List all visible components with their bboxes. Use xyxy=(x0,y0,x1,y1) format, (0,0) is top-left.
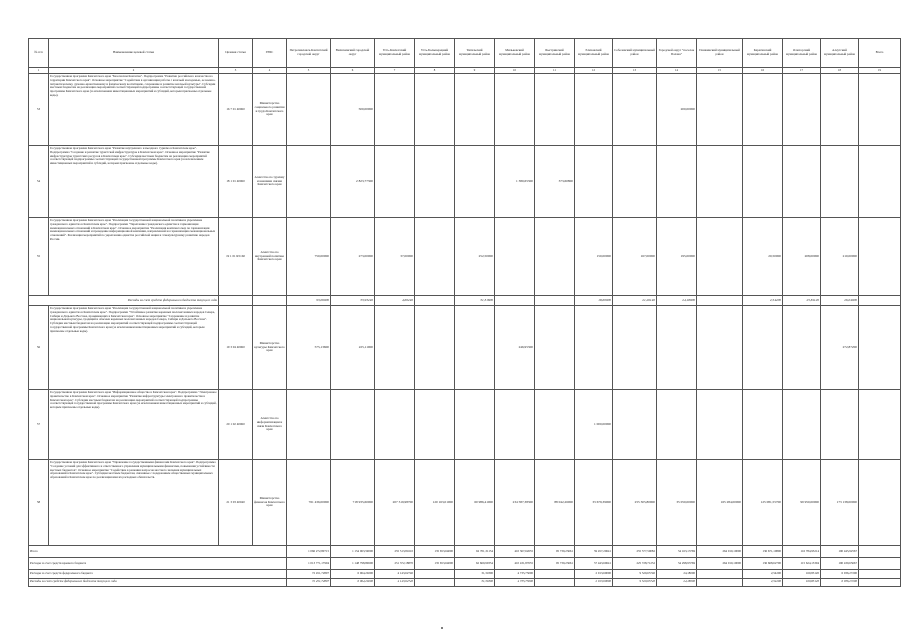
value-cell: 761 436,00000 xyxy=(287,460,331,546)
totals-value: 255 513,81610 xyxy=(375,546,415,558)
value-cell xyxy=(415,390,455,460)
target-code: 19 1 01 R5160 xyxy=(219,218,253,296)
row-description: Государственная программа Камчатского края "Управление государственными финансами Камчатского края". Подпрограмма "Создание условий для эффективного и ответственного управления муниципальными финансами, повышения устойчивости местных бюджетов". Основное мероприятие "Содействие в решении вопросов местного значения муниципальных образований в Камчатском крае". Субсидии местным бюджетам, связанные с подержанием общественных муниципальных образований в Камчатском крае по реализации ими их расходных обязательств. xyxy=(49,460,219,546)
row-number: 57 xyxy=(29,390,49,460)
column-header: Усть-Камчатский муниципальный район xyxy=(375,39,415,68)
column-number: 9 xyxy=(455,68,495,74)
totals-value xyxy=(859,558,901,570)
value-cell: 2,54200 xyxy=(743,296,783,306)
target-code: 20 1 02 40060 xyxy=(219,390,253,460)
value-cell xyxy=(415,218,455,296)
value-cell: 200,00000 xyxy=(657,74,697,146)
column-number: 18 xyxy=(821,68,859,74)
totals-value xyxy=(415,570,455,578)
value-cell: 18,60000 xyxy=(575,296,613,306)
value-cell xyxy=(535,390,575,460)
value-cell: 93,06000 xyxy=(287,296,331,306)
value-cell xyxy=(495,74,535,146)
totals-value: 4 143,62740 xyxy=(375,570,415,578)
column-number: 13 xyxy=(613,68,657,74)
value-cell xyxy=(697,390,743,460)
value-cell: 4,60240 xyxy=(375,296,415,306)
value-cell: 718 935,60000 xyxy=(331,460,375,546)
value-cell: 195,00000 xyxy=(657,218,697,296)
grbs-name: Агентство по информатизации и связи Камчатского края xyxy=(253,390,287,460)
value-cell xyxy=(375,390,415,460)
value-cell: 150,00000 xyxy=(575,218,613,296)
totals-value xyxy=(415,578,455,586)
value-cell xyxy=(657,390,697,460)
column-header: Мильковский муниципальный район xyxy=(495,39,535,68)
table-cell xyxy=(219,296,253,306)
value-cell xyxy=(535,74,575,146)
totals-row xyxy=(29,578,901,586)
value-cell xyxy=(287,74,331,146)
row-number: 58 xyxy=(29,460,49,546)
totals-value: 251 372,18870 xyxy=(375,558,415,570)
totals-value: 54 298,93769 xyxy=(657,558,697,570)
value-cell: 24,18000 xyxy=(657,296,697,306)
totals-value: 4 735,75000 xyxy=(495,570,535,578)
totals-value: 72 451,72807 xyxy=(287,570,331,578)
totals-value: 31,31800 xyxy=(455,570,495,578)
totals-value: 62 669,99354 xyxy=(455,558,495,570)
column-number: 12 xyxy=(575,68,613,74)
row-label: Расходы за счет средств федерального бюджета текущего года xyxy=(29,296,219,306)
value-cell xyxy=(455,74,495,146)
value-cell: 31,31800 xyxy=(455,296,495,306)
value-cell: 255 305,80900 xyxy=(613,460,657,546)
value-cell xyxy=(697,218,743,296)
value-cell xyxy=(821,146,859,218)
table-row xyxy=(29,390,901,460)
value-cell: 33 679,39000 xyxy=(575,460,613,546)
totals-value: 31,31800 xyxy=(455,578,495,586)
totals-value: 255 577,59082 xyxy=(613,546,657,558)
totals-value: 410 431,87655 xyxy=(495,558,535,570)
totals-value: 190 439,65667 xyxy=(821,558,859,570)
value-cell xyxy=(575,146,613,218)
column-header: Тигильский муниципальный район xyxy=(455,39,495,68)
totals-value: 1 148 798,80600 xyxy=(331,558,375,570)
grbs-name: Министерство финансов Камчатского края xyxy=(253,460,287,546)
totals-value: 6 036,27200 xyxy=(821,570,859,578)
header-row xyxy=(29,39,901,68)
value-cell xyxy=(375,74,415,146)
row-number: 53 xyxy=(29,74,49,146)
value-cell: 208,00000 xyxy=(783,218,821,296)
value-cell: 165 284,00000 xyxy=(697,460,743,546)
value-cell xyxy=(613,74,657,146)
value-cell xyxy=(697,296,743,306)
totals-value xyxy=(697,578,743,586)
value-cell: 26,04000 xyxy=(821,296,859,306)
column-header: Карагинский муниципальный район xyxy=(743,39,783,68)
totals-label: Расходы за счет средств федерального бюджета xyxy=(29,570,287,578)
column-number: 1 xyxy=(29,68,49,74)
value-cell: 167,00000 xyxy=(613,218,657,296)
totals-value: 116 784,93214 xyxy=(783,546,821,558)
grbs-name: Агентство по внутренней политике Камчатского края xyxy=(253,218,287,296)
column-number: 5 xyxy=(287,68,331,74)
value-cell xyxy=(375,306,415,390)
row-description: Государственная программа Камчатского края "Информационное общество в Камчатском крае". Подпрограмма "Электронное правительство в Камчатском крае". Основное мероприятие "Развитие инфраструктуры электронного правительства в Камчатском крае". Субсидии местным бюджетам на реализацию мероприятий соответствующей подпрограммы соответствующей государственной программы Камчатского края (за исключением инвестиционных мероприятий и субсидий, которым присвоены отдельные коды). xyxy=(49,390,219,460)
budget-table-page xyxy=(28,38,884,587)
target-code: 16 7 01 40060 xyxy=(219,74,253,146)
value-cell xyxy=(415,146,455,218)
table-cell xyxy=(253,296,287,306)
totals-value: 410 367,62655 xyxy=(495,546,535,558)
totals-value: 9 529,65740 xyxy=(613,570,657,578)
value-cell: 21,26140 xyxy=(613,296,657,306)
totals-value: 2,54200 xyxy=(743,578,783,586)
totals-value: 9 529,65740 xyxy=(613,578,657,586)
value-cell: 252,50000 xyxy=(455,218,495,296)
column-number: 19 xyxy=(859,68,901,74)
value-cell xyxy=(859,146,901,218)
value-cell: 373,60800 xyxy=(535,146,575,218)
column-number: 4 xyxy=(253,68,287,74)
column-header: Городской округ "поселок Палана" xyxy=(657,39,697,68)
value-cell: 88 042,26000 xyxy=(535,460,575,546)
row-number: 56 xyxy=(29,306,49,390)
value-cell xyxy=(743,146,783,218)
totals-row xyxy=(29,558,901,570)
table-row xyxy=(29,146,901,218)
value-cell xyxy=(859,460,901,546)
column-header: Олюторский муниципальный район xyxy=(783,39,821,68)
totals-value: 6 036,27200 xyxy=(821,578,859,586)
totals-value: 2 013,60000 xyxy=(575,570,613,578)
column-number: 2 xyxy=(49,68,219,74)
totals-value: 264 010,10000 xyxy=(697,558,743,570)
column-header: ГРБС xyxy=(253,39,287,68)
target-code: 21 3 03 40040 xyxy=(219,460,253,546)
column-number: 10 xyxy=(495,68,535,74)
value-cell: 2 823,77300 xyxy=(331,146,375,218)
column-number: 3 xyxy=(219,68,253,74)
value-cell: 99 950,00000 xyxy=(783,460,821,546)
row-description: Государственная программа Камчатского края "Реализация государственной национальной политики и укрепление гражданского единства в Камчатском крае". Подпрограмма "Укрепление гражданского единства и гармонизация межнациональных отношений в Камчатском крае". Основное мероприятие "Реализация комплекса мер по гармонизации межнациональных отношений и проведение информационной кампании, направленной на гармонизацию межнациональных отношений". Реализация мероприятий по укреплению единства российской нации и этнокультурному развитию народов России. xyxy=(49,218,219,296)
value-cell xyxy=(783,74,821,146)
value-cell xyxy=(783,390,821,460)
page-mark xyxy=(441,627,443,629)
value-cell xyxy=(287,390,331,460)
totals-value: 1 066 272,80715 xyxy=(287,546,331,558)
totals-value: 115 624,13394 xyxy=(783,558,821,570)
totals-value: 6 064,29200 xyxy=(331,570,375,578)
totals-value xyxy=(859,570,901,578)
totals-value: 190 445,92567 xyxy=(821,546,859,558)
totals-value: 24,18000 xyxy=(657,578,697,586)
value-cell xyxy=(375,146,415,218)
value-cell xyxy=(575,74,613,146)
column-header: Быстринский муниципальный район xyxy=(535,39,575,68)
value-cell xyxy=(743,390,783,460)
value-cell xyxy=(859,306,901,390)
totals-value: 59 457,20641 xyxy=(575,546,613,558)
value-cell xyxy=(415,74,455,146)
column-header: Алеутский муниципальный район xyxy=(821,39,859,68)
value-cell xyxy=(697,146,743,218)
value-cell xyxy=(455,306,495,390)
value-cell xyxy=(743,74,783,146)
totals-value: 136 668,62700 xyxy=(743,558,783,570)
column-header: № п/п xyxy=(29,39,49,68)
column-header: Петропавловск-Камчатский городской округ xyxy=(287,39,331,68)
value-cell xyxy=(495,296,535,306)
totals-value: 160,83120 xyxy=(783,578,821,586)
totals-label: Итого xyxy=(29,546,287,558)
grbs-name: Агентство по туризму и внешним связям Камчатского края xyxy=(253,146,287,218)
column-header: Целевая статья xyxy=(219,39,253,68)
totals-value: 95 739,23661 xyxy=(535,546,575,558)
value-cell xyxy=(613,306,657,390)
value-cell: 225,11900 xyxy=(331,306,375,390)
value-cell: 25,81120 xyxy=(783,296,821,306)
column-number: 7 xyxy=(375,68,415,74)
totals-value xyxy=(859,578,901,586)
value-cell: 246,95300 xyxy=(495,306,535,390)
value-cell: 234 587,38300 xyxy=(495,460,535,546)
totals-value: 160,83120 xyxy=(783,570,821,578)
target-code: 18 1 01 40060 xyxy=(219,146,253,218)
row-description: Государственная программа Камчатского края "Реализация государственной национальной политики и укрепление гражданского единства в Камчатском крае". Подпрограмма "Устойчивое развитие коренных малочисленных народов Севера, Сибири и Дальнего Востока, проживающих в Камчатском крае". Основное мероприятие "Сохранение и развитие национальной культуры, традиций и обычаев коренных малочисленных народов Севера, Сибири и Дальнего Востока". Субсидии местным бюджетам на реализацию мероприятий соответствующей подпрограммы соответствующей государственной программы Камчатского края (за исключением инвестиционных мероприятий и субсидий, которым присвоены отдельные коды). xyxy=(49,306,219,390)
totals-row xyxy=(29,546,901,558)
value-cell: 33,93240 xyxy=(331,296,375,306)
table-row xyxy=(29,306,901,390)
column-header: Усть-Большерецкий муниципальный район xyxy=(415,39,455,68)
table-row xyxy=(29,218,901,296)
totals-value: 1 013 771,17904 xyxy=(287,558,331,570)
totals-label: Расходы за счет средств федерального бюджета текущего года xyxy=(29,578,287,586)
totals-label: Расходы за счет средств краевого бюджета xyxy=(29,558,287,570)
column-number: 11 xyxy=(535,68,575,74)
value-cell xyxy=(783,146,821,218)
column-number: 15 xyxy=(697,68,743,74)
target-code: 19 3 04 40060 xyxy=(219,306,253,390)
totals-value: 136 671,10800 xyxy=(743,546,783,558)
value-cell xyxy=(697,306,743,390)
value-cell xyxy=(697,74,743,146)
table-row xyxy=(29,74,901,146)
value-cell xyxy=(455,390,495,460)
value-cell xyxy=(783,306,821,390)
subsidies-table xyxy=(28,38,901,587)
value-cell xyxy=(859,296,901,306)
value-cell: 272,87200 xyxy=(821,306,859,390)
value-cell xyxy=(331,390,375,460)
value-cell xyxy=(415,306,455,390)
value-cell: 35 050,00000 xyxy=(657,460,697,546)
totals-value xyxy=(697,570,743,578)
value-cell: 750,00000 xyxy=(287,218,331,296)
value-cell: 120 163,01000 xyxy=(415,460,455,546)
totals-value: 57 443,60641 xyxy=(575,558,613,570)
row-description: Государственная программа Камчатского края "Безопасная Камчатка". Подпрограмма "Развитие российского казачества на территории Камчатского края". Основное мероприятие "Содействие в организации работы с казачьей молодежью, ее военно-патриотическому, духовно-нравственному и физическому воспитанию, сохранение и развитие казачьей культуры". Субсидии местным бюджетам на реализацию мероприятий соответствующей подпрограммы соответствующей государственной программы Камчатского края (за исключением инвестиционных мероприятий и субсидий, которым присвоены отдельные коды). xyxy=(49,74,219,146)
value-cell: 207 319,98700 xyxy=(375,460,415,546)
totals-value: 54 163,13769 xyxy=(657,546,697,558)
column-header: Всего xyxy=(859,39,901,68)
value-cell xyxy=(535,306,575,390)
column-header: Соболевский муниципальный район xyxy=(613,39,657,68)
value-cell xyxy=(415,296,455,306)
totals-value xyxy=(535,578,575,586)
totals-value: 135 653,64000 xyxy=(415,546,455,558)
row-description: Государственная программа Камчатского края "Развитие внутреннего и въездного туризма в Камчатском крае". Подпрограмма "Создание и развитие туристской инфраструктуры в Камчатском крае". Основное мероприятие "Развитие инфраструктуры туристских ресурсов в Камчатском крае". Субсидии местным бюджетам на реализацию мероприятий соответствующей подпрограммы соответствующей государственной программы Камчатского края (за исключением инвестиционных мероприятий и субсидий, которым присвоены отдельные коды). xyxy=(49,146,219,218)
totals-value: 2,54200 xyxy=(743,570,783,578)
value-cell: 1 000,00000 xyxy=(575,390,613,460)
value-cell xyxy=(859,74,901,146)
totals-value: 6 064,29200 xyxy=(331,578,375,586)
column-number: 6 xyxy=(331,68,375,74)
totals-value: 225 728,71252 xyxy=(613,558,657,570)
column-number: 8 xyxy=(415,68,455,74)
value-cell xyxy=(535,218,575,296)
value-cell: 273,00000 xyxy=(331,218,375,296)
row-number: 55 xyxy=(29,218,49,296)
value-cell xyxy=(859,218,901,296)
value-cell: 500,00000 xyxy=(331,74,375,146)
totals-value: 72 451,72807 xyxy=(287,578,331,586)
value-cell xyxy=(821,390,859,460)
column-header: Елизовский муниципальный район xyxy=(575,39,613,68)
row-number: 54 xyxy=(29,146,49,218)
value-cell xyxy=(821,74,859,146)
grbs-name: Министерство социального развития и труда Камчатского края xyxy=(253,74,287,146)
grbs-name: Министерство культуры Камчатского края xyxy=(253,306,287,390)
value-cell xyxy=(535,296,575,306)
value-cell xyxy=(495,218,535,296)
value-cell: 60 986,41000 xyxy=(455,460,495,546)
value-cell xyxy=(657,306,697,390)
value-cell xyxy=(859,390,901,460)
value-cell xyxy=(743,306,783,390)
totals-value: 2 013,60000 xyxy=(575,578,613,586)
value-cell xyxy=(287,146,331,218)
table-row xyxy=(29,460,901,546)
column-number: 16 xyxy=(743,68,783,74)
totals-value: 4 143,62740 xyxy=(375,578,415,586)
value-cell xyxy=(613,146,657,218)
value-cell: 125 081,55700 xyxy=(743,460,783,546)
column-number: 14 xyxy=(657,68,697,74)
column-header: Вилючинский городской округ xyxy=(331,39,375,68)
column-header: Наименование целевой статьи xyxy=(49,39,219,68)
totals-value: 95 739,23661 xyxy=(535,558,575,570)
value-cell: 20,50000 xyxy=(743,218,783,296)
value-cell xyxy=(657,146,697,218)
totals-value: 24,18000 xyxy=(657,570,697,578)
value-cell: 575,13600 xyxy=(287,306,331,390)
value-cell: 173 138,00000 xyxy=(821,460,859,546)
value-cell xyxy=(613,390,657,460)
totals-value: 4 735,75000 xyxy=(495,578,535,586)
federal-funds-row xyxy=(29,296,901,306)
value-cell xyxy=(455,146,495,218)
column-number: 17 xyxy=(783,68,821,74)
totals-value: 264 010,10000 xyxy=(697,546,743,558)
value-cell: 1 380,65300 xyxy=(495,146,535,218)
value-cell xyxy=(495,390,535,460)
totals-value: 135 653,64000 xyxy=(415,558,455,570)
totals-value: 1 154 063,59000 xyxy=(331,546,375,558)
totals-value xyxy=(535,570,575,578)
value-cell xyxy=(575,306,613,390)
column-header: Пенжинский муниципальный район xyxy=(697,39,743,68)
totals-row xyxy=(29,570,901,578)
totals-value: 62 701,31154 xyxy=(455,546,495,558)
value-cell: 37,00000 xyxy=(375,218,415,296)
value-cell: 210,00000 xyxy=(821,218,859,296)
totals-value xyxy=(859,546,901,558)
